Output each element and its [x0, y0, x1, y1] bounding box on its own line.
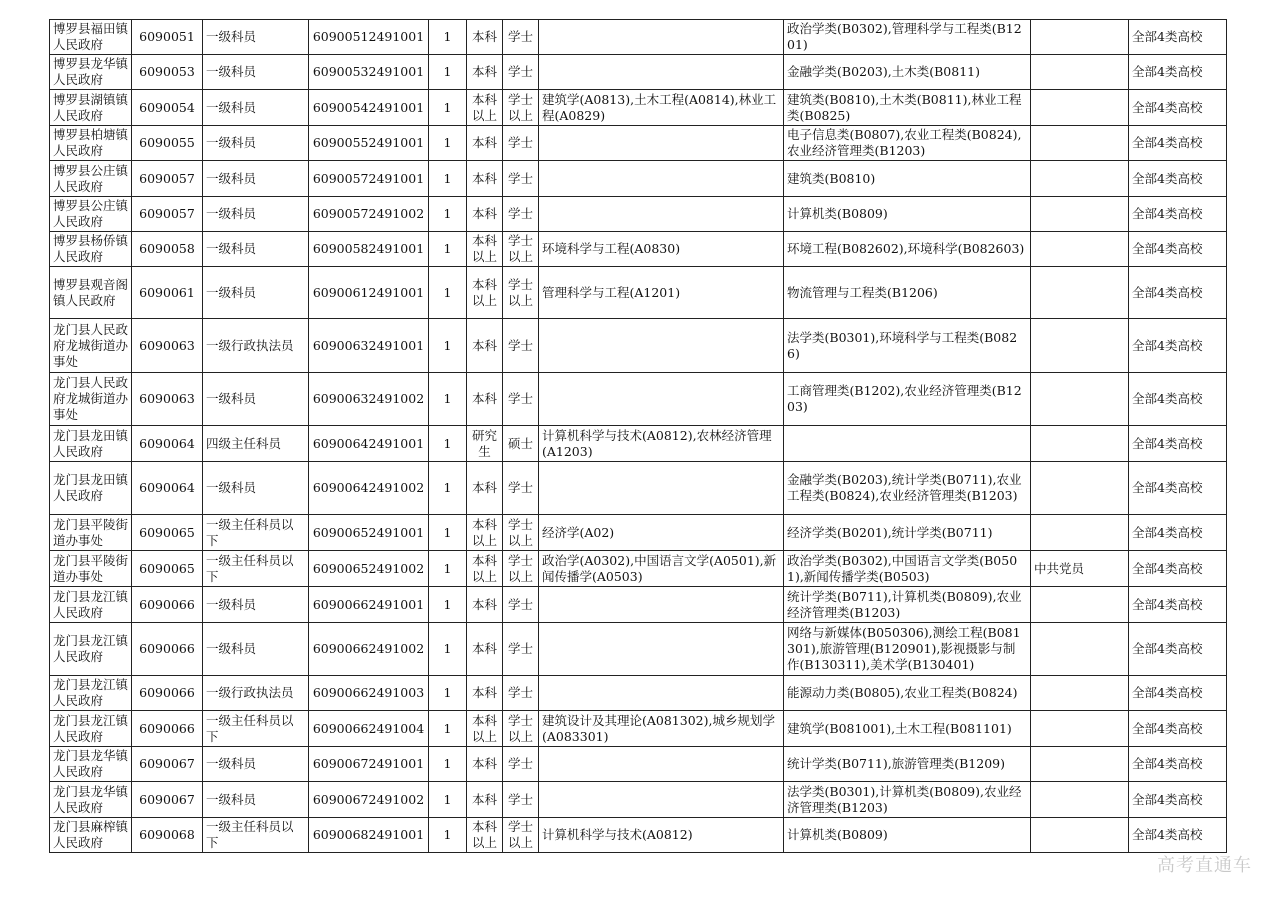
cell-unit: 博罗县公庄镇人民政府 [50, 161, 132, 197]
cell-position: 一级主任科员以下 [203, 515, 309, 551]
table-row [50, 551, 1227, 587]
cell-grad-major [539, 587, 784, 623]
cell-education: 本科以上 [467, 818, 503, 853]
cell-position-code: 60900632491002 [309, 373, 429, 426]
cell-undergrad-major: 工商管理类(B1202),农业经济管理类(B1203) [784, 373, 1031, 426]
cell-dept-code: 6090064 [132, 462, 203, 515]
cell-school-scope: 全部4类高校 [1129, 55, 1227, 90]
table-row [50, 267, 1227, 319]
table-row [50, 55, 1227, 90]
cell-headcount: 1 [429, 90, 467, 126]
cell-headcount: 1 [429, 373, 467, 426]
cell-education: 本科以上 [467, 267, 503, 319]
table-row [50, 197, 1227, 232]
cell-education: 本科 [467, 20, 503, 55]
cell-headcount: 1 [429, 782, 467, 818]
cell-school-scope: 全部4类高校 [1129, 90, 1227, 126]
cell-degree: 学士 [503, 462, 539, 515]
cell-undergrad-major: 金融学类(B0203),土木类(B0811) [784, 55, 1031, 90]
cell-position: 一级科员 [203, 232, 309, 267]
cell-other-req [1031, 711, 1129, 747]
cell-headcount: 1 [429, 676, 467, 711]
table-row [50, 623, 1227, 676]
cell-dept-code: 6090054 [132, 90, 203, 126]
cell-school-scope: 全部4类高校 [1129, 747, 1227, 782]
cell-school-scope: 全部4类高校 [1129, 426, 1227, 462]
cell-degree: 学士 [503, 623, 539, 676]
cell-unit: 龙门县龙江镇人民政府 [50, 711, 132, 747]
cell-grad-major: 建筑设计及其理论(A081302),城乡规划学(A083301) [539, 711, 784, 747]
cell-position-code: 60900612491001 [309, 267, 429, 319]
cell-degree: 硕士 [503, 426, 539, 462]
cell-undergrad-major: 建筑类(B0810),土木类(B0811),林业工程类(B0825) [784, 90, 1031, 126]
cell-education: 本科 [467, 197, 503, 232]
cell-dept-code: 6090057 [132, 197, 203, 232]
cell-school-scope: 全部4类高校 [1129, 587, 1227, 623]
cell-grad-major: 计算机科学与技术(A0812),农林经济管理(A1203) [539, 426, 784, 462]
cell-headcount: 1 [429, 126, 467, 161]
cell-school-scope: 全部4类高校 [1129, 818, 1227, 853]
cell-unit: 龙门县人民政府龙城街道办事处 [50, 373, 132, 426]
cell-position-code: 60900642491002 [309, 462, 429, 515]
cell-education: 本科 [467, 373, 503, 426]
cell-undergrad-major: 电子信息类(B0807),农业工程类(B0824),农业经济管理类(B1203) [784, 126, 1031, 161]
cell-position: 一级科员 [203, 373, 309, 426]
cell-grad-major [539, 197, 784, 232]
cell-grad-major: 计算机科学与技术(A0812) [539, 818, 784, 853]
cell-undergrad-major: 能源动力类(B0805),农业工程类(B0824) [784, 676, 1031, 711]
cell-position: 一级科员 [203, 55, 309, 90]
table-row [50, 20, 1227, 55]
cell-degree: 学士 [503, 319, 539, 373]
table-row [50, 126, 1227, 161]
cell-headcount: 1 [429, 55, 467, 90]
cell-position: 一级科员 [203, 782, 309, 818]
cell-other-req [1031, 587, 1129, 623]
cell-headcount: 1 [429, 515, 467, 551]
cell-grad-major [539, 20, 784, 55]
cell-headcount: 1 [429, 426, 467, 462]
table-row [50, 232, 1227, 267]
cell-undergrad-major: 计算机类(B0809) [784, 818, 1031, 853]
cell-position: 一级行政执法员 [203, 319, 309, 373]
cell-other-req [1031, 747, 1129, 782]
cell-other-req [1031, 55, 1129, 90]
cell-other-req [1031, 426, 1129, 462]
cell-degree: 学士 [503, 126, 539, 161]
cell-grad-major [539, 676, 784, 711]
table-row [50, 462, 1227, 515]
cell-degree: 学士 [503, 55, 539, 90]
cell-undergrad-major: 网络与新媒体(B050306),测绘工程(B081301),旅游管理(B120901),影视摄影与制作(B130311),美术学(B130401) [784, 623, 1031, 676]
cell-position: 一级科员 [203, 90, 309, 126]
cell-position-code: 60900642491001 [309, 426, 429, 462]
cell-degree: 学士 [503, 676, 539, 711]
cell-unit: 博罗县福田镇人民政府 [50, 20, 132, 55]
cell-education: 本科以上 [467, 90, 503, 126]
cell-position-code: 60900662491002 [309, 623, 429, 676]
cell-dept-code: 6090055 [132, 126, 203, 161]
cell-grad-major [539, 161, 784, 197]
cell-position-code: 60900572491001 [309, 161, 429, 197]
table-row [50, 711, 1227, 747]
cell-position: 一级主任科员以下 [203, 711, 309, 747]
cell-education: 本科 [467, 623, 503, 676]
cell-education: 本科以上 [467, 551, 503, 587]
cell-grad-major: 经济学(A02) [539, 515, 784, 551]
cell-undergrad-major: 物流管理与工程类(B1206) [784, 267, 1031, 319]
cell-unit: 龙门县龙田镇人民政府 [50, 462, 132, 515]
cell-other-req [1031, 623, 1129, 676]
cell-dept-code: 6090064 [132, 426, 203, 462]
cell-undergrad-major: 统计学类(B0711),计算机类(B0809),农业经济管理类(B1203) [784, 587, 1031, 623]
cell-school-scope: 全部4类高校 [1129, 20, 1227, 55]
cell-headcount: 1 [429, 267, 467, 319]
cell-school-scope: 全部4类高校 [1129, 232, 1227, 267]
cell-other-req: 中共党员 [1031, 551, 1129, 587]
cell-unit: 龙门县龙江镇人民政府 [50, 676, 132, 711]
cell-dept-code: 6090057 [132, 161, 203, 197]
cell-headcount: 1 [429, 462, 467, 515]
cell-position: 一级科员 [203, 623, 309, 676]
cell-position-code: 60900652491001 [309, 515, 429, 551]
cell-position-code: 60900672491001 [309, 747, 429, 782]
cell-education: 本科 [467, 782, 503, 818]
cell-grad-major [539, 55, 784, 90]
cell-undergrad-major: 环境工程(B082602),环境科学(B082603) [784, 232, 1031, 267]
table-row [50, 676, 1227, 711]
cell-position-code: 60900682491001 [309, 818, 429, 853]
cell-dept-code: 6090065 [132, 515, 203, 551]
cell-degree: 学士 [503, 747, 539, 782]
cell-dept-code: 6090066 [132, 711, 203, 747]
cell-school-scope: 全部4类高校 [1129, 711, 1227, 747]
cell-education: 本科 [467, 587, 503, 623]
cell-grad-major: 政治学(A0302),中国语言文学(A0501),新闻传播学(A0503) [539, 551, 784, 587]
cell-education: 本科 [467, 126, 503, 161]
cell-grad-major [539, 462, 784, 515]
cell-position-code: 60900542491001 [309, 90, 429, 126]
cell-other-req [1031, 267, 1129, 319]
cell-position-code: 60900582491001 [309, 232, 429, 267]
cell-undergrad-major: 金融学类(B0203),统计学类(B0711),农业工程类(B0824),农业经济管理类(B1203) [784, 462, 1031, 515]
cell-dept-code: 6090066 [132, 587, 203, 623]
cell-degree: 学士 [503, 197, 539, 232]
cell-undergrad-major: 法学类(B0301),计算机类(B0809),农业经济管理类(B1203) [784, 782, 1031, 818]
cell-school-scope: 全部4类高校 [1129, 161, 1227, 197]
cell-position: 一级科员 [203, 267, 309, 319]
cell-education: 本科以上 [467, 711, 503, 747]
cell-grad-major [539, 373, 784, 426]
watermark-text: 高考直通车 [1157, 855, 1252, 876]
cell-unit: 博罗县杨侨镇人民政府 [50, 232, 132, 267]
table-row [50, 587, 1227, 623]
cell-other-req [1031, 161, 1129, 197]
cell-dept-code: 6090067 [132, 747, 203, 782]
cell-education: 本科 [467, 747, 503, 782]
cell-degree: 学士以上 [503, 551, 539, 587]
cell-degree: 学士 [503, 587, 539, 623]
cell-headcount: 1 [429, 319, 467, 373]
cell-position: 一级科员 [203, 197, 309, 232]
cell-school-scope: 全部4类高校 [1129, 676, 1227, 711]
cell-undergrad-major: 政治学类(B0302),管理科学与工程类(B1201) [784, 20, 1031, 55]
cell-unit: 龙门县龙江镇人民政府 [50, 623, 132, 676]
cell-unit: 龙门县龙华镇人民政府 [50, 747, 132, 782]
table-row [50, 90, 1227, 126]
cell-school-scope: 全部4类高校 [1129, 267, 1227, 319]
cell-other-req [1031, 90, 1129, 126]
cell-dept-code: 6090058 [132, 232, 203, 267]
cell-dept-code: 6090068 [132, 818, 203, 853]
cell-unit: 博罗县龙华镇人民政府 [50, 55, 132, 90]
cell-other-req [1031, 818, 1129, 853]
cell-school-scope: 全部4类高校 [1129, 373, 1227, 426]
cell-unit: 龙门县龙华镇人民政府 [50, 782, 132, 818]
cell-grad-major: 管理科学与工程(A1201) [539, 267, 784, 319]
cell-degree: 学士以上 [503, 267, 539, 319]
cell-undergrad-major: 计算机类(B0809) [784, 197, 1031, 232]
cell-position: 一级科员 [203, 747, 309, 782]
cell-other-req [1031, 515, 1129, 551]
cell-position-code: 60900652491002 [309, 551, 429, 587]
cell-unit: 博罗县观音阁镇人民政府 [50, 267, 132, 319]
cell-other-req [1031, 676, 1129, 711]
cell-grad-major: 环境科学与工程(A0830) [539, 232, 784, 267]
cell-school-scope: 全部4类高校 [1129, 551, 1227, 587]
cell-position-code: 60900662491001 [309, 587, 429, 623]
job-table-body [50, 20, 1227, 853]
cell-headcount: 1 [429, 20, 467, 55]
cell-school-scope: 全部4类高校 [1129, 623, 1227, 676]
cell-education: 本科以上 [467, 232, 503, 267]
cell-position-code: 60900532491001 [309, 55, 429, 90]
job-table [49, 19, 1227, 853]
cell-degree: 学士 [503, 782, 539, 818]
cell-education: 本科 [467, 319, 503, 373]
cell-dept-code: 6090066 [132, 676, 203, 711]
cell-school-scope: 全部4类高校 [1129, 126, 1227, 161]
table-row [50, 782, 1227, 818]
cell-education: 研究生 [467, 426, 503, 462]
cell-position: 一级科员 [203, 161, 309, 197]
cell-unit: 龙门县龙田镇人民政府 [50, 426, 132, 462]
cell-degree: 学士以上 [503, 232, 539, 267]
cell-grad-major [539, 782, 784, 818]
cell-headcount: 1 [429, 197, 467, 232]
cell-undergrad-major: 经济学类(B0201),统计学类(B0711) [784, 515, 1031, 551]
cell-position: 一级科员 [203, 126, 309, 161]
cell-education: 本科 [467, 462, 503, 515]
cell-school-scope: 全部4类高校 [1129, 319, 1227, 373]
cell-degree: 学士 [503, 20, 539, 55]
cell-undergrad-major: 法学类(B0301),环境科学与工程类(B0826) [784, 319, 1031, 373]
cell-degree: 学士以上 [503, 711, 539, 747]
cell-headcount: 1 [429, 587, 467, 623]
cell-grad-major [539, 319, 784, 373]
cell-degree: 学士 [503, 161, 539, 197]
cell-dept-code: 6090063 [132, 373, 203, 426]
cell-headcount: 1 [429, 161, 467, 197]
cell-unit: 博罗县柏塘镇人民政府 [50, 126, 132, 161]
cell-unit: 龙门县平陵街道办事处 [50, 551, 132, 587]
cell-other-req [1031, 319, 1129, 373]
cell-degree: 学士 [503, 373, 539, 426]
cell-unit: 博罗县湖镇镇人民政府 [50, 90, 132, 126]
cell-undergrad-major: 建筑学(B081001),土木工程(B081101) [784, 711, 1031, 747]
cell-position-code: 60900672491002 [309, 782, 429, 818]
cell-headcount: 1 [429, 747, 467, 782]
cell-other-req [1031, 373, 1129, 426]
cell-education: 本科 [467, 161, 503, 197]
cell-other-req [1031, 232, 1129, 267]
cell-grad-major: 建筑学(A0813),土木工程(A0814),林业工程(A0829) [539, 90, 784, 126]
cell-dept-code: 6090051 [132, 20, 203, 55]
cell-dept-code: 6090066 [132, 623, 203, 676]
table-row [50, 373, 1227, 426]
cell-degree: 学士以上 [503, 818, 539, 853]
cell-position: 一级科员 [203, 587, 309, 623]
cell-position: 一级科员 [203, 462, 309, 515]
cell-school-scope: 全部4类高校 [1129, 462, 1227, 515]
cell-dept-code: 6090063 [132, 319, 203, 373]
cell-grad-major [539, 747, 784, 782]
cell-headcount: 1 [429, 232, 467, 267]
cell-school-scope: 全部4类高校 [1129, 515, 1227, 551]
cell-headcount: 1 [429, 551, 467, 587]
cell-education: 本科以上 [467, 515, 503, 551]
cell-position-code: 60900552491001 [309, 126, 429, 161]
cell-education: 本科 [467, 55, 503, 90]
cell-other-req [1031, 462, 1129, 515]
table-row [50, 818, 1227, 853]
cell-dept-code: 6090067 [132, 782, 203, 818]
cell-position-code: 60900662491004 [309, 711, 429, 747]
cell-position: 一级行政执法员 [203, 676, 309, 711]
cell-unit: 龙门县平陵街道办事处 [50, 515, 132, 551]
cell-degree: 学士以上 [503, 90, 539, 126]
cell-other-req [1031, 126, 1129, 161]
cell-school-scope: 全部4类高校 [1129, 782, 1227, 818]
cell-position-code: 60900512491001 [309, 20, 429, 55]
cell-unit: 龙门县人民政府龙城街道办事处 [50, 319, 132, 373]
cell-position: 一级科员 [203, 20, 309, 55]
cell-grad-major [539, 623, 784, 676]
cell-education: 本科 [467, 676, 503, 711]
table-row [50, 319, 1227, 373]
cell-other-req [1031, 20, 1129, 55]
cell-position-code: 60900572491002 [309, 197, 429, 232]
cell-undergrad-major: 统计学类(B0711),旅游管理类(B1209) [784, 747, 1031, 782]
table-row [50, 747, 1227, 782]
table-row [50, 426, 1227, 462]
table-row [50, 515, 1227, 551]
cell-dept-code: 6090053 [132, 55, 203, 90]
cell-grad-major [539, 126, 784, 161]
cell-undergrad-major [784, 426, 1031, 462]
cell-dept-code: 6090065 [132, 551, 203, 587]
cell-dept-code: 6090061 [132, 267, 203, 319]
cell-position-code: 60900632491001 [309, 319, 429, 373]
cell-unit: 博罗县公庄镇人民政府 [50, 197, 132, 232]
cell-school-scope: 全部4类高校 [1129, 197, 1227, 232]
cell-degree: 学士以上 [503, 515, 539, 551]
cell-other-req [1031, 197, 1129, 232]
cell-headcount: 1 [429, 623, 467, 676]
cell-undergrad-major: 建筑类(B0810) [784, 161, 1031, 197]
cell-position: 一级主任科员以下 [203, 818, 309, 853]
cell-position: 四级主任科员 [203, 426, 309, 462]
cell-undergrad-major: 政治学类(B0302),中国语言文学类(B0501),新闻传播学类(B0503) [784, 551, 1031, 587]
table-row [50, 161, 1227, 197]
cell-unit: 龙门县麻榨镇人民政府 [50, 818, 132, 853]
cell-headcount: 1 [429, 711, 467, 747]
cell-unit: 龙门县龙江镇人民政府 [50, 587, 132, 623]
cell-position-code: 60900662491003 [309, 676, 429, 711]
cell-position: 一级主任科员以下 [203, 551, 309, 587]
cell-headcount: 1 [429, 818, 467, 853]
cell-other-req [1031, 782, 1129, 818]
